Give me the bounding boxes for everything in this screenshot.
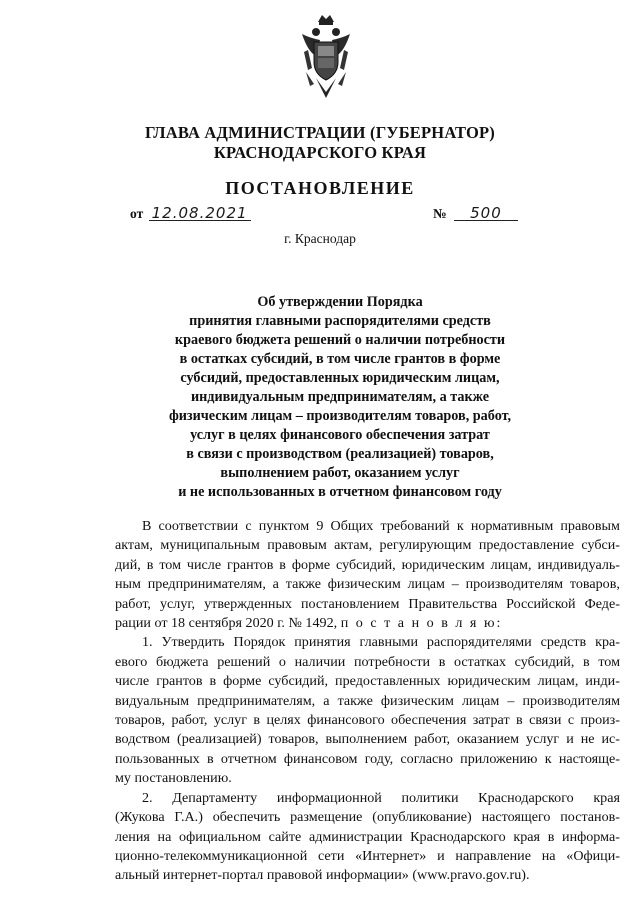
body-line: рации от 18 сентября 2020 г. № 1492, п о с т а н о в л я ю: — [115, 614, 620, 633]
body-line: 1. Утвердить Порядок принятия главными распорядителями средств кра- — [142, 634, 620, 651]
title-line: в связи с производством (реализацией) товаров, — [186, 446, 494, 462]
body-line: ционно-телекоммуникационной сети «Интернет» и направление на «Офици- — [115, 847, 620, 864]
body-line: водством (реализацией) товаров, выполнением работ, оказанием услуг и не ис- — [115, 731, 620, 748]
title-line: выполнением работ, оказанием услуг — [220, 465, 460, 481]
body-line: видуальным предпринимателям, а также физическим лицам – производителям — [115, 692, 620, 709]
body-line: ления на официальном сайте администрации Краснодарского края в информа- — [115, 828, 620, 845]
date-prefix: от — [130, 206, 144, 221]
date-value: 12.08.2021 — [149, 206, 251, 221]
city-label: г. Краснодар — [284, 231, 356, 246]
body-line: (Жукова Г.А.) обеспечить размещение (опубликование) настоящего постанов- — [115, 809, 620, 826]
authority-line-2: КРАСНОДАРСКОГО КРАЯ — [213, 143, 427, 162]
title-line: физическим лицам – производителям товаров, работ, — [168, 408, 512, 424]
number-field — [433, 206, 518, 222]
body-line: дий, в том числе грантов в форме субсидий, юридическим лицам, индивидуаль- — [115, 556, 620, 573]
title-line: принятия главными распорядителями средств — [189, 313, 491, 329]
document-body — [115, 517, 620, 886]
title-line: в остатках субсидий, в том числе грантов в форме — [179, 351, 501, 367]
title-line: услуг в целях финансового обеспечения затрат — [190, 427, 490, 443]
title-line: субсидий, предоставленных юридическим лицам, — [180, 370, 500, 386]
body-line: товаров, работ, услуг в целях финансового обеспечения затрат в связи с произ- — [115, 712, 620, 729]
body-line: ным предпринимателям, а также физическим лицам – производителям товаров, — [115, 576, 620, 593]
date-field — [130, 206, 251, 222]
document-type-heading: ПОСТАНОВЛЕНИЕ — [225, 178, 415, 198]
document-title — [150, 293, 530, 502]
body-line: актам, муниципальным правовым актам, регулирующим предоставление субси- — [115, 537, 620, 554]
body-line: числе грантов в форме субсидий, предоставленных юридическим лицам, инди- — [115, 673, 620, 690]
body-line: работ, услуг, утвержденных постановлением Правительства Российской Феде- — [115, 595, 620, 612]
number-value: 500 — [454, 206, 518, 221]
number-prefix: № — [433, 206, 447, 221]
decree-verb: п о с т а н о в л я ю: — [340, 615, 503, 632]
body-line: альный интернет-портал правовой информации» (www.pravo.gov.ru). — [115, 867, 530, 884]
authority-line-1: ГЛАВА АДМИНИСТРАЦИИ (ГУБЕРНАТОР) — [145, 123, 495, 142]
body-line: пользованных в отчетном финансовом году, согласно приложению к настояще- — [115, 750, 620, 767]
title-line: Об утверждении Порядка — [257, 294, 423, 310]
coat-of-arms-emblem — [298, 12, 354, 100]
body-line: 2. Департаменту информационной политики Краснодарского края — [142, 789, 620, 806]
body-line: му постановлению. — [115, 770, 232, 787]
title-line: индивидуальным предпринимателям, а также — [190, 389, 490, 405]
body-line: евого бюджета решений о наличии потребности в остатках субсидий, в том — [115, 653, 620, 670]
body-line: В соответствии с пунктом 9 Общих требований к нормативным правовым — [142, 518, 620, 534]
title-line: краевого бюджета решений о наличии потребности — [174, 332, 506, 348]
title-line: и не использованных в отчетном финансовом году — [178, 484, 502, 500]
